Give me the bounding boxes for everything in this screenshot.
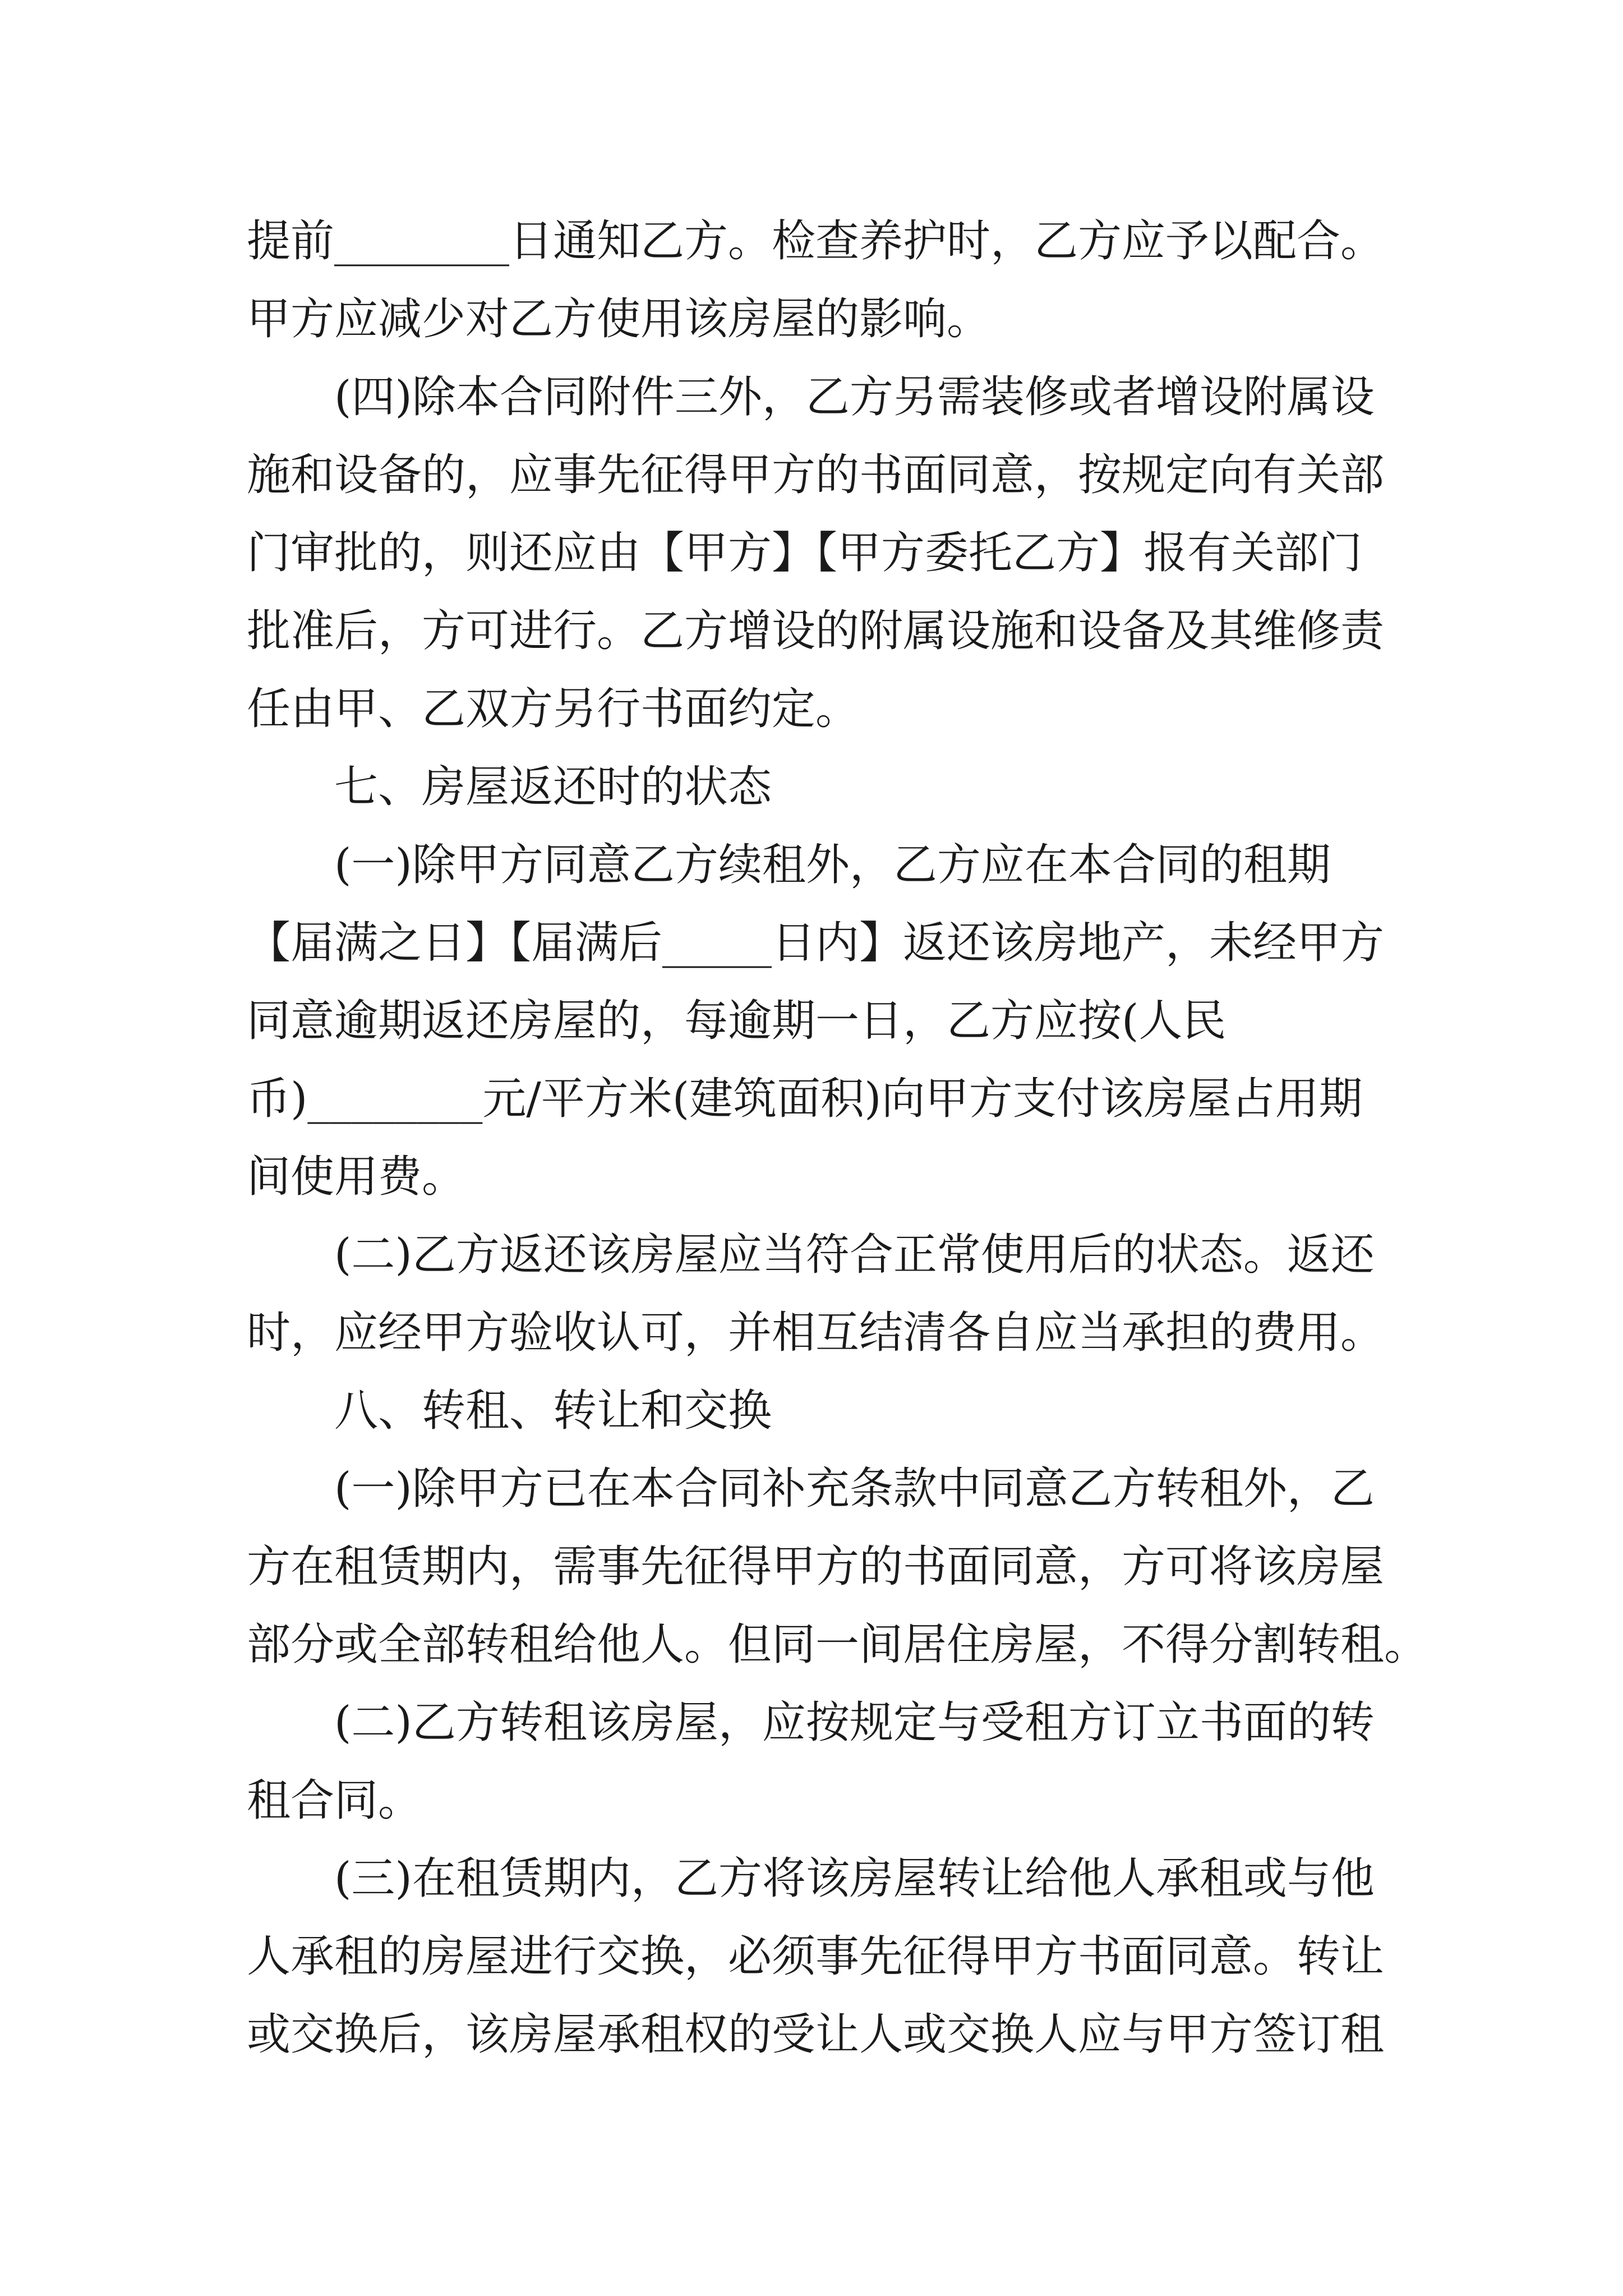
text-line: 甲方应减少对乙方使用该房屋的影响。 (247, 294, 991, 344)
text-line: (一)除甲方同意乙方续租外，乙方应在本合同的租期 (334, 840, 1331, 890)
text-line: (一)除甲方已在本合同补充条款中同意乙方转租外，乙 (334, 1464, 1375, 1514)
text-line: 币)________元/平方米(建筑面积)向甲方支付该房屋占用期 (247, 1074, 1363, 1124)
text-line: 提前________日通知乙方。检查养护时，乙方应予以配合。 (247, 216, 1385, 266)
text-line: 人承租的房屋进行交换，必须事先征得甲方书面同意。转让 (247, 1931, 1385, 1982)
text-line: (四)除本合同附件三外，乙方另需装修或者增设附属设 (334, 372, 1375, 422)
text-line: 或交换后，该房屋承租权的受让人或交换人应与甲方签订租 (247, 2009, 1385, 2060)
section-heading: 七、房屋返还时的状态 (334, 762, 772, 812)
text-line: (二)乙方返还该房屋应当符合正常使用后的状态。返还 (334, 1230, 1375, 1280)
text-line: 门审批的，则还应由【甲方】【甲方委托乙方】报有关部门 (247, 528, 1363, 578)
text-line: (二)乙方转租该房屋，应按规定与受租方订立书面的转 (334, 1697, 1375, 1748)
text-line: 批准后，方可进行。乙方增设的附属设施和设备及其维修责 (247, 606, 1385, 656)
text-line: 方在租赁期内，需事先征得甲方的书面同意，方可将该房屋 (247, 1542, 1385, 1592)
text-line: 任由甲、乙双方另行书面约定。 (247, 684, 860, 734)
text-line: 【届满之日】【届满后_____日内】返还该房地产，未经甲方 (247, 918, 1385, 968)
text-line: (三)在租赁期内，乙方将该房屋转让给他人承租或与他 (334, 1853, 1375, 1904)
text-line: 部分或全部转租给他人。但同一间居住房屋，不得分割转租。 (247, 1619, 1428, 1670)
text-line: 同意逾期返还房屋的，每逾期一日，乙方应按(人民 (247, 996, 1227, 1046)
text-line: 租合同。 (247, 1775, 422, 1826)
section-heading: 八、转租、转让和交换 (334, 1386, 772, 1436)
text-line: 间使用费。 (247, 1152, 466, 1202)
text-line: 时，应经甲方验收认可，并相互结清各自应当承担的费用。 (247, 1308, 1385, 1358)
text-line: 施和设备的，应事先征得甲方的书面同意，按规定向有关部 (247, 450, 1385, 500)
